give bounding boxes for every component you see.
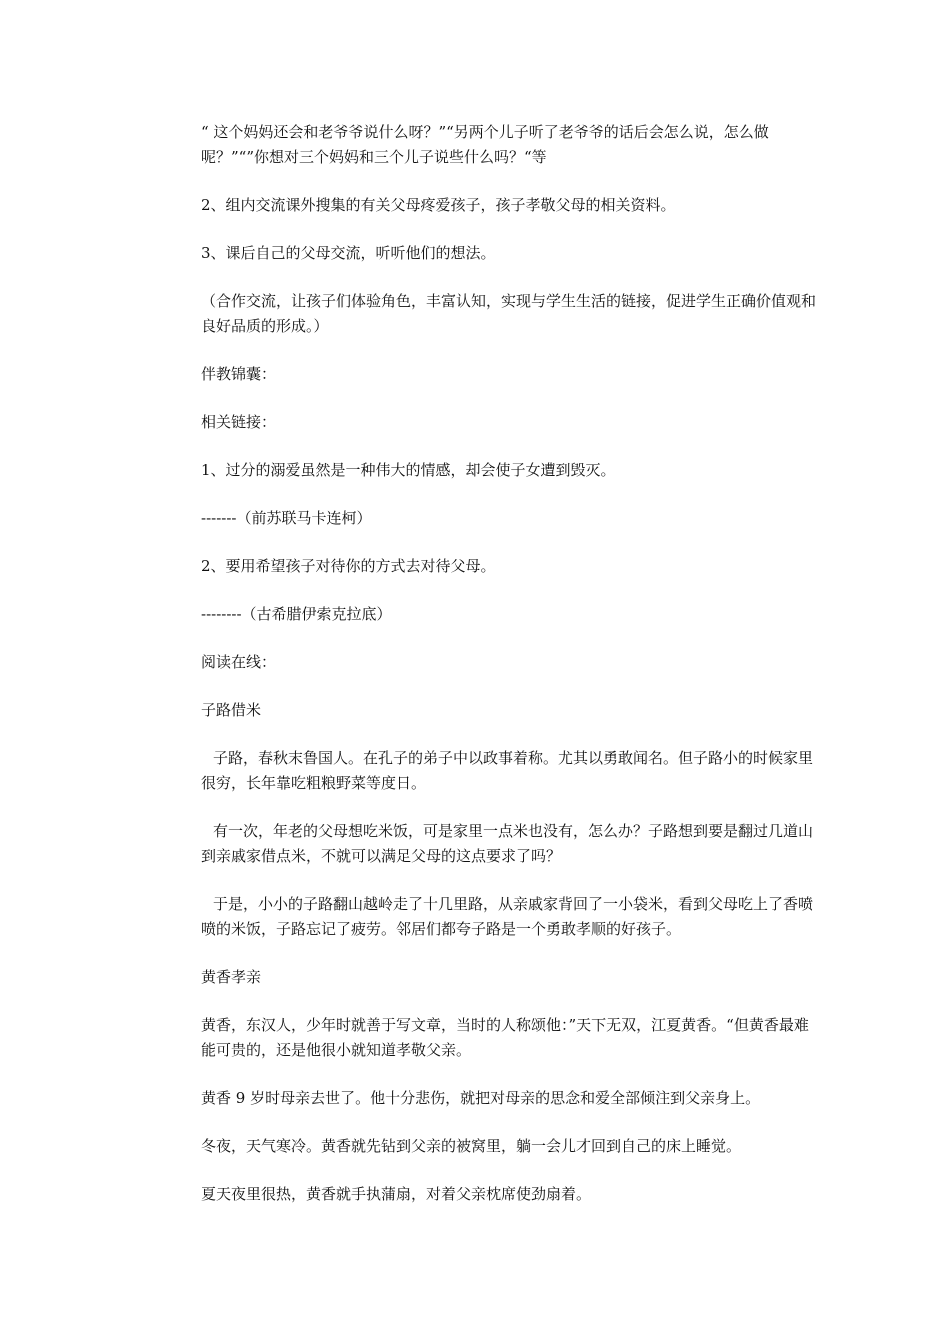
paragraph-group-exchange: 2、组内交流课外搜集的有关父母疼爱孩子，孩子孝敬父母的相关资料。 <box>201 196 676 214</box>
paragraph-discussion-questions: “ 这个妈妈还会和老爷爷说什么呀？”“另两个儿子听了老爷爷的话后会怎么说，怎么做呢？”“”你想对三个妈妈和三个儿子说些什么吗？“等 <box>201 123 769 166</box>
paragraph-after-class: 3、课后自己的父母交流，听听他们的想法。 <box>201 244 496 262</box>
story-huangxiang-paragraph-2: 黄香 9 岁时母亲去世了。他十分悲伤，就把对母亲的思念和爱全部倾注到父亲身上。 <box>201 1089 761 1107</box>
story-title-huangxiang: 黄香孝亲 <box>201 968 262 986</box>
section-heading-reading-online: 阅读在线： <box>201 653 277 671</box>
story-zilu-paragraph-3: 于是，小小的子路翻山越岭走了十几里路，从亲戚家背回了一小袋米，看到父母吃上了香喷喷的米饭，子路忘记了疲劳。邻居们都夸子路是一个勇敢孝顺的好孩子。 <box>201 895 814 938</box>
story-huangxiang-paragraph-3: 冬夜，天气寒冷。黄香就先钻到父亲的被窝里，躺一会儿才回到自己的床上睡觉。 <box>201 1137 742 1155</box>
story-zilu-paragraph-2: 有一次，年老的父母想吃米饭，可是家里一点米也没有，怎么办？子路想到要是翻过几道山到亲戚家借点米，不就可以满足父母的这点要求了吗？ <box>201 822 814 865</box>
quote-1-attribution: -------（前苏联马卡连柯） <box>201 509 372 527</box>
section-heading-related-links: 相关链接： <box>201 413 277 431</box>
document-body <box>201 120 821 1230</box>
paragraph-cooperation-note: （合作交流，让孩子们体验角色，丰富认知，实现与学生生活的链接，促进学生正确价值观和良好品质的形成。） <box>201 292 817 335</box>
section-heading-teaching-tips: 伴教锦囊： <box>201 365 277 383</box>
quote-2-attribution: --------（古希腊伊索克拉底） <box>201 605 392 623</box>
story-huangxiang-paragraph-1: 黄香，东汉人，少年时就善于写文章，当时的人称颂他：”天下无双，江夏黄香。“但黄香最难能可贵的，还是他很小就知道孝敬父亲。 <box>201 1016 809 1059</box>
quote-2: 2、要用希望孩子对待你的方式去对待父母。 <box>201 557 496 575</box>
story-zilu-paragraph-1: 子路，春秋末鲁国人。在孔子的弟子中以政事着称。尤其以勇敢闻名。但子路小的时候家里很穷，长年靠吃粗粮野菜等度日。 <box>201 749 814 792</box>
story-title-zilu: 子路借米 <box>201 701 262 719</box>
story-huangxiang-paragraph-4: 夏天夜里很热，黄香就手执蒲扇，对着父亲枕席使劲扇着。 <box>201 1185 592 1203</box>
quote-1: 1、过分的溺爱虽然是一种伟大的情感，却会使子女遭到毁灭。 <box>201 461 616 479</box>
